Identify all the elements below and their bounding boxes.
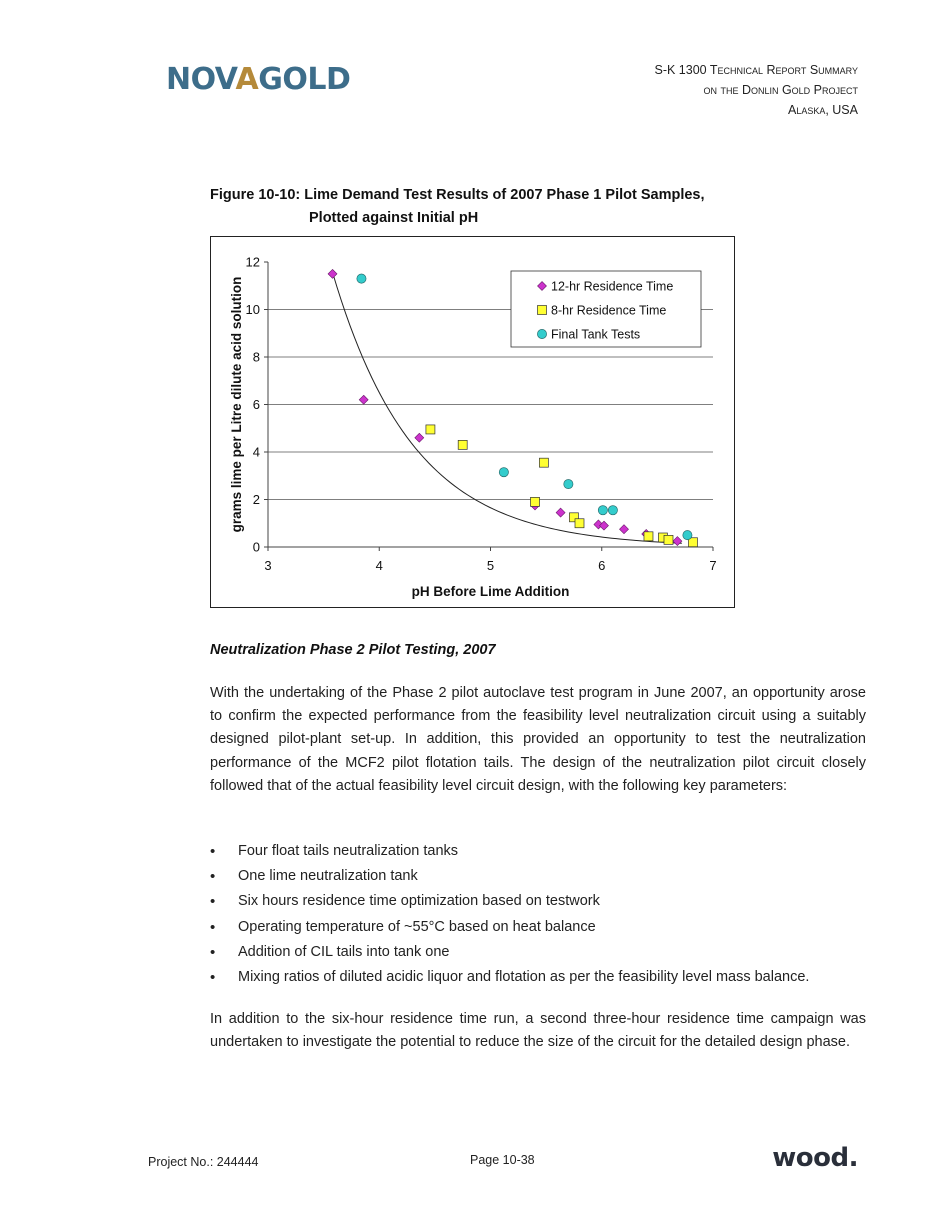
- paragraph-intro: With the undertaking of the Phase 2 pilot autoclave test program in June 2007, an opportunity arose to confirm the expected performance from the feasibility level neutralization circuit using a suitably designed pilot-plant set-up. In addition, this provided an opportunity to test the neutralization performance of the MCF2 pilot flotation tails. The design of the neutralization pilot circuit closely followed that of the actual feasibility level circuit design, with the following key parameters:: [210, 685, 866, 794]
- data-point: [644, 532, 653, 541]
- figure-caption-line1: Figure 10-10: Lime Demand Test Results of 2007 Phase 1 Pilot Samples,: [210, 187, 705, 203]
- report-header: [655, 60, 859, 120]
- y-axis-label: grams lime per Litre dilute acid solution: [229, 276, 244, 533]
- y-tick-label: 6: [252, 397, 260, 412]
- data-point: [664, 535, 673, 544]
- data-point: [426, 425, 435, 434]
- y-tick-label: 10: [245, 302, 260, 317]
- legend-marker: [537, 329, 546, 338]
- data-point: [499, 468, 508, 477]
- logo-text: NOVAGOLD: [166, 62, 351, 97]
- data-point: [458, 440, 467, 449]
- x-tick-label: 7: [709, 558, 717, 573]
- data-point: [673, 537, 682, 546]
- figure-caption-line2: Plotted against Initial pH: [309, 210, 479, 226]
- report-title-line: S-K 1300 Technical Report Summary: [654, 63, 858, 77]
- figure-caption: [210, 184, 705, 230]
- data-point: [608, 506, 617, 515]
- chart-svg: [211, 237, 734, 607]
- legend-label: 8-hr Residence Time: [551, 303, 667, 318]
- data-point: [598, 506, 607, 515]
- section-heading: Neutralization Phase 2 Pilot Testing, 2007: [210, 642, 496, 658]
- x-tick-label: 5: [486, 558, 495, 573]
- y-tick-label: 4: [252, 444, 260, 460]
- x-tick-label: 4: [375, 558, 383, 573]
- wood-logo: wood.: [772, 1143, 858, 1173]
- novagold-logo: [166, 60, 350, 100]
- footer-page-number: Page 10-38: [470, 1153, 535, 1167]
- list-item: • Four float tails neutralization tanks: [210, 839, 866, 864]
- data-point: [531, 497, 540, 506]
- data-point: [556, 508, 565, 517]
- y-tick-label: 0: [252, 539, 260, 555]
- data-point: [620, 525, 629, 534]
- x-tick-label: 3: [264, 558, 272, 573]
- footer-project-number: Project No.: 244444: [148, 1155, 259, 1169]
- lime-demand-chart: [210, 236, 735, 608]
- list-item: • Mixing ratios of diluted acidic liquor and flotation as per the feasibility level mass balance.: [210, 965, 866, 990]
- data-point: [683, 531, 692, 540]
- data-point: [415, 433, 424, 442]
- x-axis-label: pH Before Lime Addition: [411, 584, 570, 599]
- data-point: [575, 519, 584, 528]
- key-parameters-list: [210, 839, 866, 990]
- data-point: [328, 269, 337, 278]
- report-project-line: on the Donlin Gold Project: [703, 83, 858, 97]
- data-point: [359, 395, 368, 404]
- legend-marker: [538, 306, 547, 315]
- y-tick-label: 12: [245, 254, 260, 270]
- list-item: • Addition of CIL tails into tank one: [210, 940, 866, 965]
- y-tick-label: 2: [252, 492, 260, 507]
- data-point: [539, 458, 548, 467]
- legend-label: 12-hr Residence Time: [551, 279, 674, 294]
- data-point: [357, 274, 366, 283]
- data-point: [564, 479, 573, 488]
- list-item: • Operating temperature of ~55°C based on heat balance: [210, 915, 866, 940]
- list-item: • Six hours residence time optimization based on testwork: [210, 889, 866, 914]
- legend-label: Final Tank Tests: [551, 327, 641, 342]
- list-item: • One lime neutralization tank: [210, 864, 866, 889]
- report-location-line: Alaska, USA: [787, 103, 858, 117]
- x-tick-label: 6: [598, 558, 606, 573]
- y-tick-label: 8: [252, 349, 260, 365]
- paragraph-closing: In addition to the six-hour residence time run, a second three-hour residence time campaign was undertaken to investigate the potential to reduce the size of the circuit for the detailed design phase.: [210, 1011, 866, 1051]
